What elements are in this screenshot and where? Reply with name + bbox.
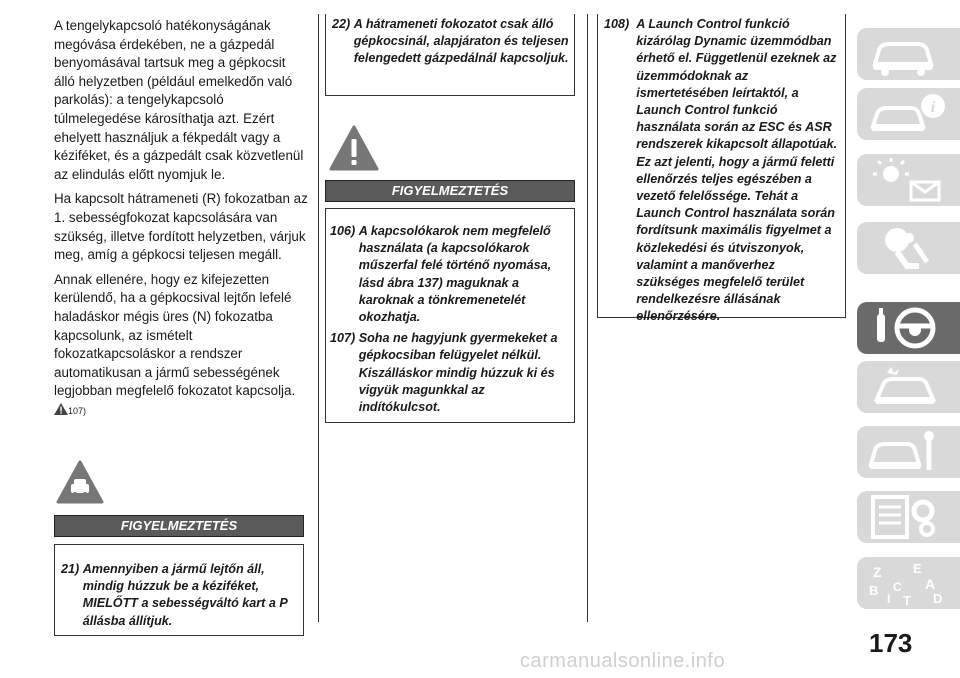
- page-number: 173: [869, 628, 913, 658]
- tab-starting-driving[interactable]: [857, 302, 960, 354]
- note-item-number: 22): [332, 17, 354, 31]
- paragraph-neutral: [54, 271, 309, 421]
- svg-text:Z: Z: [873, 564, 882, 580]
- airbag-seat-icon: [867, 226, 947, 270]
- warning-triangle-icon: [54, 403, 68, 415]
- left-warning-box: [54, 544, 304, 636]
- paragraph-clutch: A tengelykapcsoló hatékonyságának megóvása érdekében, ne a gázpedál benyomásával tartsuk meg a gépkocsit álló helyzetben (például emelkedőn való parkolás): a tengelykapcsoló túlmelegedése károsíthatja azt. Ezért ehelyett használjuk a fékpedált vagy a kéziféket, és a gázpedált csak közvetlenül az elindulás előtt nyomjuk le.: [54, 18, 304, 182]
- tab-warning-lights[interactable]: [857, 154, 960, 206]
- left-warning-title: FIGYELMEZTETÉS: [54, 515, 304, 537]
- column-divider: [318, 14, 319, 622]
- svg-text:i: i: [930, 99, 936, 116]
- svg-text:E: E: [913, 561, 922, 576]
- svg-text:T: T: [903, 593, 911, 605]
- right-warning-box: [597, 14, 846, 324]
- warning-item-text: Soha ne hagyjunk gyermekeket a gépkocsiban felügyelet nélkül. Kiszálláskor mindig húzzuk ki és vigyük magunkkal az indítókulcsot.: [358, 331, 558, 415]
- warning-item-number: 21): [61, 562, 83, 576]
- warning-item-107: [330, 330, 570, 416]
- middle-warning-box: [325, 208, 575, 423]
- middle-warning-title: FIGYELMEZTETÉS: [325, 180, 575, 202]
- tab-safety[interactable]: [857, 222, 960, 274]
- note-item-text: A hátrameneti fokozatot csak álló gépkocsinál, alapjáraton és teljesen felengedett gázpedálnál kapcsoljuk.: [353, 17, 569, 66]
- tab-maintenance[interactable]: [857, 426, 960, 478]
- svg-text:I: I: [887, 592, 891, 605]
- left-column: [54, 17, 309, 426]
- tab-dashboard[interactable]: [857, 28, 960, 80]
- warning-item-text: A kapcsolókarok nem megfelelő használata (a kapcsolókarok műszerfal felé történő nyomása, lásd ábra 137) maguknak a karoknak a tönkremenetelét okozhatja.: [358, 224, 552, 325]
- warning-item-text: A Launch Control funkció kizárólag Dynamic üzemmódban érhető el. Függetlenül ezeknek az üzemmódoknak az ismertetésében leírtaktól, a Launch Control funkció használata során az ESC és ASR rendszerek kikapcsolt állapotúak. Ez azt jelenti, hogy a jármű feletti ellenőrzés teljes egészében a vezető felelőssége. Tehát a Launch Control használata során fordítsunk maximális figyelmet a közlekedési és útviszonyok, valamint a manőverhez szükséges megfelelő terület rendelkezésre állásának ellenőrzésére.: [636, 17, 838, 324]
- car-warning-icon: [56, 460, 104, 504]
- svg-text:C: C: [893, 580, 902, 594]
- warning-item-number: 107): [330, 331, 359, 346]
- specs-gears-icon: [867, 495, 947, 539]
- warning-item-text: Amennyiben a jármű lejtőn áll, mindig húzzuk be a kéziféket, MIELŐTT a sebességváltó kart a P állásba állítjuk.: [82, 562, 288, 628]
- note-item: [332, 16, 570, 68]
- paragraph-neutral-text: Annak ellenére, hogy ez kifejezetten kerülendő, ha a gépkocsival lejtőn lefelé haladáskor mégis üres (N) fokozatba kapcsolunk, az ismételt fokozatkapcsoláskor a rendszer automatikusan a jármű sebességének legjobban megfelelő fokozatot kapcsolja.: [54, 271, 296, 399]
- warning-item-number: 108): [604, 17, 637, 31]
- tab-technical-data[interactable]: [857, 491, 960, 543]
- alphabetical-index-icon: [867, 561, 947, 605]
- warning-item: [61, 561, 299, 630]
- svg-text:B: B: [869, 583, 879, 598]
- warning-item-106: [330, 223, 570, 326]
- tab-info[interactable]: [857, 88, 960, 140]
- key-steering-wheel-icon: [867, 306, 947, 350]
- car-crash-icon: [867, 365, 947, 409]
- car-maintenance-icon: [867, 430, 947, 474]
- warning-item-number: 106): [330, 224, 359, 238]
- middle-note-box: [325, 14, 575, 96]
- paragraph-reverse: Ha kapcsolt hátrameneti (R) fokozatban az 1. sebességfokozat kapcsolására van szükség, illetve fordított helyzetben, várjuk meg, amíg a gépkocsi teljesen megáll.: [54, 191, 308, 263]
- car-info-icon: [867, 92, 947, 136]
- svg-text:A: A: [925, 576, 936, 592]
- warning-reference: 107): [68, 405, 87, 416]
- exclamation-warning-icon: [329, 125, 379, 171]
- warning-lights-icon: [867, 158, 947, 202]
- svg-text:D: D: [933, 591, 943, 605]
- car-dashboard-icon: [867, 32, 947, 76]
- watermark: carmanualsonline.info: [520, 650, 726, 672]
- tab-index[interactable]: [857, 557, 960, 609]
- warning-item-108: [604, 16, 841, 326]
- column-divider: [587, 14, 588, 622]
- tab-emergency[interactable]: [857, 361, 960, 413]
